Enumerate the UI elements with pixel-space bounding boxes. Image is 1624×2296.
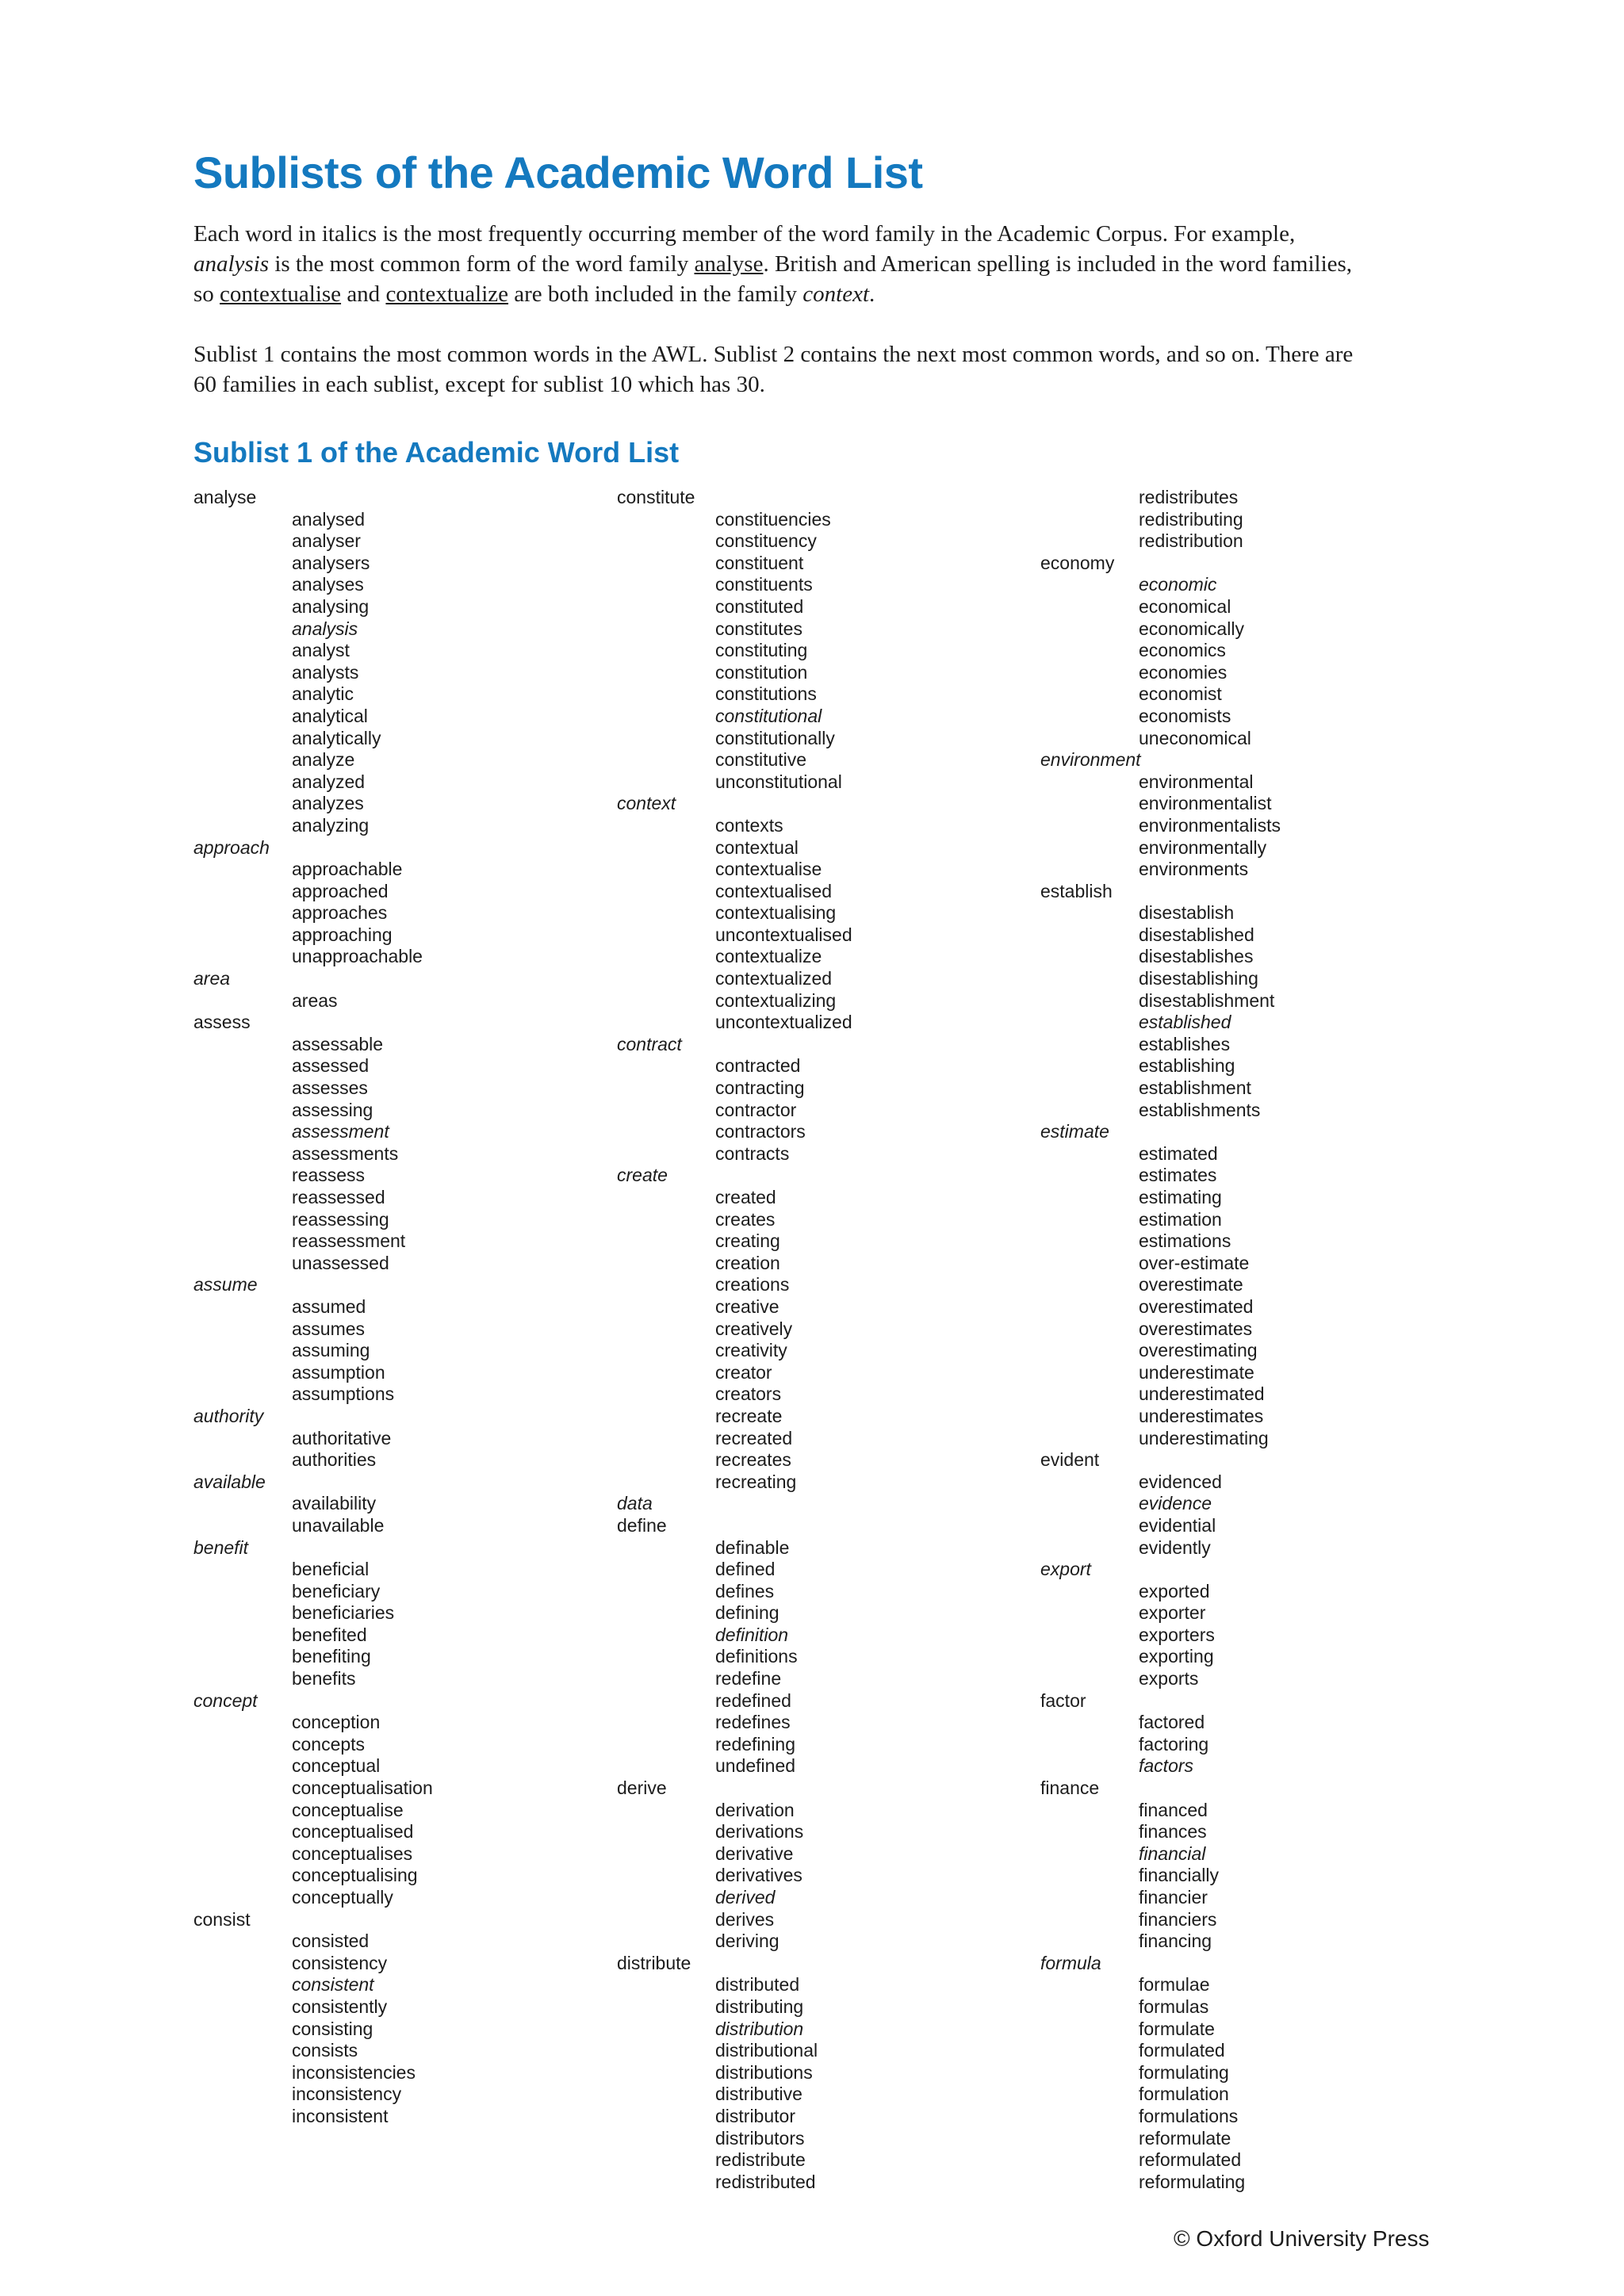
word-family-member: conceptualises — [292, 1843, 413, 1864]
word-family-headword: analyse — [193, 487, 257, 507]
word-family-member: beneficiary — [292, 1580, 381, 1601]
intro-text: and — [341, 281, 386, 307]
word-family-member: inconsistency — [292, 2084, 402, 2105]
word-family-member: analysts — [292, 661, 359, 683]
word-family-member: constitutes — [715, 618, 802, 639]
word-family-headword: finance — [1040, 1777, 1100, 1799]
word-family-member: constitutionally — [715, 727, 835, 748]
word-family-member: reassessing — [292, 1208, 389, 1230]
word-family-member: analysed — [292, 508, 366, 530]
word-family-member: analyser — [292, 530, 361, 552]
word-family-member: established — [1139, 1012, 1231, 1033]
word-family-member: definitions — [715, 1646, 798, 1667]
word-column-3 — [1040, 487, 1453, 2193]
word-family-member: environmentally — [1139, 836, 1267, 858]
word-family-member: analysers — [292, 552, 370, 573]
word-family-member: constitutive — [715, 749, 807, 771]
word-family-member: conceptualise — [292, 1799, 404, 1820]
word-family-member: underestimated — [1139, 1383, 1265, 1405]
word-family-member: formulas — [1139, 1996, 1209, 2017]
word-family-headword: create — [617, 1165, 668, 1186]
word-family-member: conceptualising — [292, 1865, 418, 1886]
word-family-member: constituting — [715, 640, 808, 661]
word-family-member: evidential — [1139, 1514, 1216, 1536]
word-family-member: contracts — [715, 1142, 790, 1164]
word-family-member: evidence — [1139, 1493, 1212, 1514]
word-family-member: creation — [715, 1252, 780, 1273]
word-family-headword: authority — [193, 1405, 264, 1426]
word-family-member: exporter — [1139, 1602, 1206, 1624]
word-family-member: authorities — [292, 1449, 377, 1471]
word-family-member: environmentalists — [1139, 814, 1281, 836]
word-family-headword: formula — [1040, 1952, 1101, 1973]
word-family-member: inconsistencies — [292, 2061, 416, 2083]
word-family-member: factors — [1139, 1755, 1194, 1777]
word-family-member: redefining — [715, 1733, 796, 1755]
word-family-member: contexts — [715, 814, 783, 836]
word-family-member: distributed — [715, 1974, 800, 1996]
section-title: Sublist 1 of the Academic Word List — [193, 436, 680, 469]
word-family-member: distributors — [715, 2127, 805, 2149]
word-family-member: estimations — [1139, 1230, 1231, 1252]
word-family-member: constituency — [715, 530, 817, 552]
word-family-member: unapproachable — [292, 946, 423, 967]
word-family-member: definable — [715, 1536, 790, 1558]
word-family-member: analytical — [292, 705, 368, 726]
word-family-member: analyses — [292, 574, 364, 595]
word-family-member: contextualized — [715, 968, 833, 989]
intro-text: is the most common form of the word family — [269, 251, 695, 277]
word-family-member: financier — [1139, 1887, 1208, 1908]
word-family-headword: define — [617, 1514, 667, 1536]
word-family-member: beneficial — [292, 1559, 370, 1580]
word-family-member: environmental — [1139, 771, 1254, 792]
word-family-member: finances — [1139, 1821, 1207, 1843]
word-family-member: unconstitutional — [715, 771, 842, 792]
word-family-member: unavailable — [292, 1514, 385, 1536]
word-family-member: estimation — [1139, 1208, 1222, 1230]
word-family-member: conceptualisation — [292, 1777, 433, 1799]
word-family-member: inconsistent — [292, 2105, 389, 2126]
word-family-member: contextual — [715, 836, 799, 858]
word-family-member: underestimating — [1139, 1427, 1269, 1448]
word-family-member: distributor — [715, 2105, 795, 2126]
word-family-member: reassessed — [292, 1187, 385, 1207]
word-family-member: distributive — [715, 2084, 802, 2105]
word-family-member: consists — [292, 2040, 358, 2061]
word-family-member: distribution — [715, 2018, 804, 2039]
word-family-member: redistributed — [715, 2171, 816, 2192]
word-family-member: disestablish — [1139, 902, 1235, 924]
word-family-member: conception — [292, 1712, 381, 1733]
word-family-member: contextualised — [715, 880, 833, 901]
word-family-member: distributions — [715, 2061, 813, 2083]
word-family-member: underestimates — [1139, 1405, 1264, 1426]
intro-text: . British and American spelling is included in the word families, so — [193, 251, 1353, 307]
intro-underlined-term: contextualize — [385, 281, 509, 307]
word-family-member: creates — [715, 1208, 776, 1230]
word-family-member: analysis — [292, 618, 358, 639]
intro-italic-term: context — [802, 281, 870, 307]
word-family-member: assessments — [292, 1142, 399, 1164]
word-family-member: establishments — [1139, 1099, 1261, 1120]
word-family-headword: constitute — [617, 487, 695, 507]
word-family-headword: benefit — [193, 1536, 249, 1558]
word-family-member: contextualize — [715, 946, 822, 967]
word-family-member: analysing — [292, 595, 370, 617]
word-family-member: analytically — [292, 727, 381, 748]
word-family-headword: factor — [1040, 1689, 1086, 1711]
word-family-member: assumes — [292, 1318, 366, 1339]
word-family-member: assumed — [292, 1295, 366, 1317]
word-family-member: redefines — [715, 1712, 791, 1733]
intro-underlined-term: contextualise — [220, 281, 342, 307]
word-family-member: beneficiaries — [292, 1602, 395, 1624]
word-family-member: financed — [1139, 1799, 1208, 1820]
word-family-member: economists — [1139, 705, 1231, 726]
word-family-headword: approach — [193, 836, 270, 858]
word-family-member: analyzing — [292, 814, 370, 836]
word-family-member: consistency — [292, 1952, 388, 1973]
word-family-member: contextualising — [715, 902, 837, 924]
word-family-member: creators — [715, 1383, 782, 1405]
word-family-member: constitution — [715, 661, 808, 683]
word-family-headword: concept — [193, 1689, 258, 1711]
word-family-member: contracting — [715, 1077, 805, 1099]
word-family-member: defined — [715, 1559, 776, 1580]
word-family-member: created — [715, 1187, 776, 1207]
word-family-headword: environment — [1040, 749, 1141, 771]
word-family-member: analyzes — [292, 793, 364, 814]
word-family-member: environments — [1139, 859, 1249, 880]
word-family-member: consistent — [292, 1974, 374, 1996]
word-family-member: estimating — [1139, 1187, 1222, 1207]
word-family-member: assessed — [292, 1055, 370, 1077]
word-family-member: recreated — [715, 1427, 793, 1448]
word-family-headword: economy — [1040, 552, 1115, 573]
word-family-member: estimates — [1139, 1165, 1217, 1186]
copyright-footer: © Oxford University Press — [1174, 2226, 1430, 2251]
word-family-member: definition — [715, 1624, 789, 1645]
word-family-member: estimated — [1139, 1142, 1218, 1164]
word-family-member: derivatives — [715, 1865, 802, 1886]
word-family-member: financially — [1139, 1865, 1219, 1886]
page-title: Sublists of the Academic Word List — [193, 147, 923, 197]
intro-underlined-term: analyse — [694, 251, 764, 277]
intro-text: . — [869, 281, 875, 307]
word-family-member: formulate — [1139, 2018, 1215, 2039]
word-family-member: derivations — [715, 1821, 804, 1843]
word-family-member: benefited — [292, 1624, 367, 1645]
word-family-headword: data — [617, 1493, 653, 1514]
word-family-member: analyzed — [292, 771, 366, 792]
word-family-member: contextualizing — [715, 989, 837, 1011]
word-family-member: factoring — [1139, 1733, 1209, 1755]
word-family-member: exporting — [1139, 1646, 1214, 1667]
word-family-member: uncontextualised — [715, 924, 852, 945]
word-family-member: economics — [1139, 640, 1226, 661]
word-family-member: establishes — [1139, 1033, 1231, 1054]
word-family-member: conceptual — [292, 1755, 381, 1777]
word-family-member: approachable — [292, 859, 403, 880]
word-family-member: formulae — [1139, 1974, 1210, 1996]
word-family-member: reformulating — [1139, 2171, 1246, 2192]
word-family-headword: evident — [1040, 1449, 1100, 1471]
word-family-member: conceptualised — [292, 1821, 414, 1843]
word-family-member: creatively — [715, 1318, 793, 1339]
word-family-member: reformulated — [1139, 2149, 1242, 2171]
word-family-member: contracted — [715, 1055, 801, 1077]
word-family-headword: consist — [193, 1908, 251, 1930]
word-family-headword: assume — [193, 1274, 258, 1295]
word-family-member: assessable — [292, 1033, 384, 1054]
word-family-member: reassessment — [292, 1230, 406, 1252]
word-family-member: derivative — [715, 1843, 794, 1864]
word-family-member: financing — [1139, 1931, 1212, 1952]
word-family-member: financial — [1139, 1843, 1206, 1864]
word-family-member: defining — [715, 1602, 779, 1624]
word-family-member: assessment — [292, 1121, 389, 1142]
word-family-headword: export — [1040, 1559, 1091, 1580]
word-family-member: recreate — [715, 1405, 783, 1426]
word-family-member: derived — [715, 1887, 776, 1908]
word-family-member: analyst — [292, 640, 350, 661]
word-family-member: reassess — [292, 1165, 366, 1186]
word-family-member: formulations — [1139, 2105, 1239, 2126]
word-family-member: financiers — [1139, 1908, 1217, 1930]
word-family-member: conceptually — [292, 1887, 393, 1908]
word-family-member: exported — [1139, 1580, 1210, 1601]
word-family-member: assumption — [292, 1361, 385, 1383]
word-family-headword: contract — [617, 1033, 682, 1054]
word-family-member: contractors — [715, 1121, 806, 1142]
word-family-member: benefiting — [292, 1646, 371, 1667]
word-family-member: availability — [292, 1493, 377, 1514]
word-family-member: creating — [715, 1230, 780, 1252]
word-family-member: approached — [292, 880, 389, 901]
word-family-member: benefits — [292, 1668, 356, 1689]
word-family-member: over-estimate — [1139, 1252, 1250, 1273]
word-family-member: economies — [1139, 661, 1228, 683]
sublist-explanation: Sublist 1 contains the most common words in the AWL. Sublist 2 contains the next most common words, and so on. There are 60 families in each sublist, except for sublist 10 which has 30. — [193, 342, 1354, 397]
word-family-member: redistributing — [1139, 508, 1243, 530]
word-family-member: factored — [1139, 1712, 1205, 1733]
word-family-member: uncontextualized — [715, 1012, 852, 1033]
word-family-member: assuming — [292, 1340, 370, 1361]
intro-italic-term: analysis — [193, 251, 270, 277]
word-family-member: overestimated — [1139, 1295, 1254, 1317]
word-family-member: consisting — [292, 2018, 373, 2039]
word-family-headword: available — [193, 1471, 266, 1492]
word-family-member: evidently — [1139, 1536, 1211, 1558]
word-family-member: areas — [292, 989, 338, 1011]
word-family-member: constituencies — [715, 508, 831, 530]
intro-paragraph — [193, 219, 1367, 309]
word-family-member: derivation — [715, 1799, 795, 1820]
word-family-member: economic — [1139, 574, 1217, 595]
word-family-member: distributional — [715, 2040, 818, 2061]
word-family-member: distributing — [715, 1996, 804, 2017]
word-family-member: economical — [1139, 595, 1231, 617]
word-family-member: derives — [715, 1908, 775, 1930]
word-family-member: environmentalist — [1139, 793, 1272, 814]
word-family-member: authoritative — [292, 1427, 392, 1448]
word-family-headword: assess — [193, 1012, 251, 1033]
word-family-member: formulation — [1139, 2084, 1229, 2105]
word-family-member: evidenced — [1139, 1471, 1222, 1492]
word-family-member: disestablishing — [1139, 968, 1258, 989]
word-family-member: establishment — [1139, 1077, 1251, 1099]
word-family-member: creator — [715, 1361, 772, 1383]
word-family-member: exports — [1139, 1668, 1199, 1689]
word-family-member: constituted — [715, 595, 804, 617]
word-family-member: deriving — [715, 1931, 779, 1952]
word-family-member: constitutions — [715, 683, 817, 705]
word-family-member: creativity — [715, 1340, 787, 1361]
word-family-headword: area — [193, 968, 231, 989]
word-family-member: exporters — [1139, 1624, 1215, 1645]
word-family-member: undefined — [715, 1755, 796, 1777]
word-family-member: unassessed — [292, 1252, 389, 1273]
word-family-headword: distribute — [617, 1952, 691, 1973]
word-family-member: creations — [715, 1274, 790, 1295]
word-family-member: approaching — [292, 924, 393, 945]
word-family-member: establishing — [1139, 1055, 1235, 1077]
word-family-member: formulating — [1139, 2061, 1229, 2083]
word-family-member: assesses — [292, 1077, 368, 1099]
word-family-headword: derive — [617, 1777, 667, 1799]
word-family-member: economist — [1139, 683, 1222, 705]
word-family-member: reformulate — [1139, 2127, 1231, 2149]
word-family-member: concepts — [292, 1733, 366, 1755]
word-family-member: contractor — [715, 1099, 797, 1120]
word-family-member: overestimating — [1139, 1340, 1258, 1361]
word-family-member: disestablishes — [1139, 946, 1254, 967]
word-family-member: contextualise — [715, 859, 822, 880]
word-family-headword: establish — [1040, 880, 1113, 901]
word-family-member: redistributes — [1139, 487, 1239, 507]
word-family-member: redefine — [715, 1668, 782, 1689]
word-family-member: assumptions — [292, 1383, 395, 1405]
word-family-member: uneconomical — [1139, 727, 1251, 748]
word-family-member: underestimate — [1139, 1361, 1254, 1383]
intro-text: are both included in the family — [508, 281, 803, 307]
word-family-member: redistribution — [1139, 530, 1243, 552]
word-family-member: overestimates — [1139, 1318, 1253, 1339]
word-family-member: consisted — [292, 1931, 370, 1952]
word-family-member: constituent — [715, 552, 804, 573]
word-family-member: disestablished — [1139, 924, 1254, 945]
word-family-member: formulated — [1139, 2040, 1225, 2061]
word-family-member: disestablishment — [1139, 989, 1275, 1011]
word-family-headword: estimate — [1040, 1121, 1109, 1142]
word-family-member: approaches — [292, 902, 388, 924]
word-family-member: analyze — [292, 749, 355, 771]
intro-text: Each word in italics is the most frequently occurring member of the word family in the Academic Corpus. For example, — [193, 221, 1296, 247]
word-family-member: redistribute — [715, 2149, 806, 2171]
word-family-member: overestimate — [1139, 1274, 1243, 1295]
word-family-member: defines — [715, 1580, 775, 1601]
word-family-member: assessing — [292, 1099, 373, 1120]
word-column-1 — [193, 487, 606, 2128]
word-family-member: recreates — [715, 1449, 791, 1471]
word-family-member: consistently — [292, 1996, 388, 2017]
word-family-member: economically — [1139, 618, 1244, 639]
word-family-headword: context — [617, 793, 676, 814]
word-family-member: recreating — [715, 1471, 797, 1492]
word-family-member: creative — [715, 1295, 779, 1317]
word-family-member: constitutional — [715, 705, 822, 726]
word-column-2 — [617, 487, 1029, 2193]
word-family-member: redefined — [715, 1689, 791, 1711]
word-family-member: analytic — [292, 683, 354, 705]
word-family-member: constituents — [715, 574, 813, 595]
